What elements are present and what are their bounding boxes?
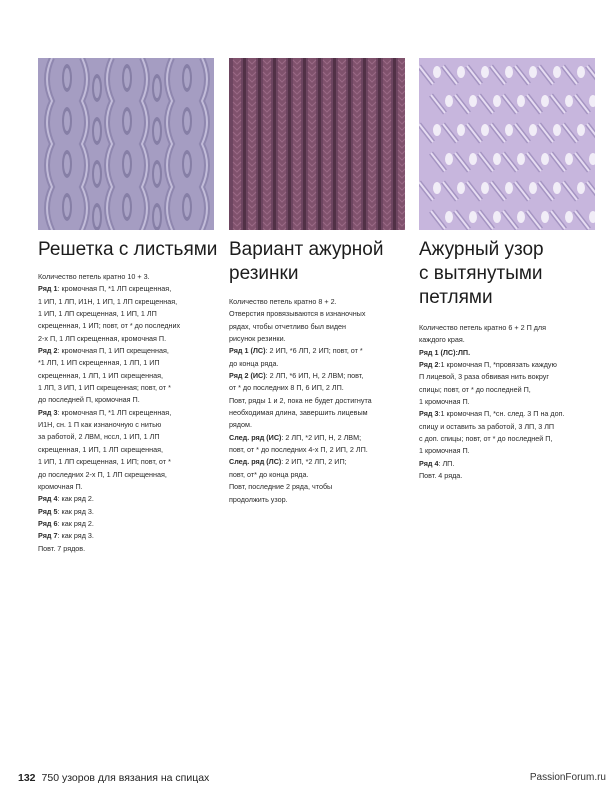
swatch-photo-leaf-lattice [38,58,214,230]
instruction-line: Количество петель кратно 6 + 2 П для [419,323,547,332]
pattern-column-2 [229,238,409,506]
instruction-line: Ряд 4: ЛП. [419,458,455,468]
instruction-line: Ряд 2:1 кромочная П, *провязать каждую [419,360,557,370]
instruction-line: 1 ЛП, 3 ИП, 1 ИП скрещенная; повт, от * [38,383,171,393]
instruction-line: П лицевой, 3 раза обвивая нить вокруг [419,372,549,382]
instruction-line: Ряд 4: как ряд 2. [38,494,94,504]
page-footer [18,772,209,784]
instruction-line: необходимая длина, завершить лицевым [229,408,368,418]
instruction-line: Повт, ряды 1 и 2, пока не будет достигнута [229,395,372,405]
instruction-line: Ряд 1 (ЛС):ЛП. [419,347,471,357]
instruction-line: скрещенная, 1 ИП, 1 ЛП скрещенная, [38,444,163,454]
instruction-line: 1 кромочная П. [419,446,470,456]
instruction-line: скрещенная, 1 ИП; повт, от * до последних [38,321,181,331]
instruction-line: Ряд 3: кромочная П, *1 ЛП скрещенная, [38,407,172,417]
instruction-line: с доп. спицы; повт, от * до последней П, [419,434,553,444]
instruction-line: кромочная П. [38,481,83,491]
pattern-column-1 [38,238,218,555]
instruction-line: повт, от * до последних 4-х П, 2 ИП, 2 ЛП. [229,445,368,455]
instruction-line: Ряд 1 (ЛС): 2 ИП, *6 ЛП, 2 ИП; повт, от * [229,346,363,356]
instruction-line: 1 кромочная П. [419,397,470,407]
instruction-line: След. ряд (ЛС): 2 ИП, *2 ЛП, 2 ИП; [229,457,347,467]
book-title: 750 узоров для вязания на спицах [41,772,210,784]
pattern-title: Ажурный узор с вытянутыми петлями [419,239,544,308]
instruction-line: рисунок резинки. [229,334,286,344]
instruction-line: Повт. 4 ряда. [419,471,463,481]
pattern-title: Решетка с листьями [38,239,218,260]
instruction-line: Ряд 2: кромочная П, 1 ИП скрещенная, [38,346,169,356]
swatch-photo-lace-rib [229,58,405,230]
swatch-photo-elongated-loops [419,58,595,230]
instruction-line: скрещенная, 1 ЛП, 1 ИП скрещенная, [38,370,163,380]
instruction-line: Количество петель кратно 8 + 2. [229,297,337,306]
instruction-line: 1 ИП, 1 ЛП скрещенная, 1 ИП; повт, от * [38,457,171,467]
instruction-line: спицу и оставить за работой, 3 ЛП, 3 ЛП [419,421,555,431]
pattern-title: Вариант ажурной резинки [229,239,384,284]
instruction-line: Повт. 7 рядов. [38,543,86,553]
instruction-line: След. ряд (ИС): 2 ЛП, *2 ИП, Н, 2 ЛВМ; [229,432,362,442]
instruction-line: Повт, последние 2 ряда, чтобы [229,482,333,492]
instruction-line: *1 ЛП, 1 ИП скрещенная, 1 ЛП, 1 ИП [38,358,160,368]
instruction-line: И1Н, сн. 1 П как изнаночную с нитью [38,420,162,430]
pattern-instructions [229,296,409,506]
instruction-line: каждого края. [419,335,465,345]
page-number: 132 [18,772,36,784]
instruction-line: 1 ИП, 1 ЛП, И1Н, 1 ИП, 1 ЛП скрещенная, [38,296,178,306]
instruction-line: до конца ряда. [229,358,279,368]
instruction-line: Отверстия провязываются в изнаночных [229,309,366,319]
instruction-line: продолжить узор. [229,494,288,504]
watermark: PassionForum.ru [529,772,606,783]
instruction-line: 2-х П, 1 ЛП скрещенная, кромочная П. [38,333,167,343]
instruction-line: 1 ИП, 1 ЛП скрещенная, 1 ИП, 1 ЛП [38,309,157,319]
instruction-line: спицы; повт, от * до последней П, [419,384,531,394]
pattern-instructions [38,271,218,555]
instruction-line: Ряд 7: как ряд 3. [38,531,94,541]
elongated-loops-texture [419,58,595,230]
instruction-line: рядах, чтобы отчетливо был виден [229,321,346,331]
instruction-line: Ряд 1: кромочная П, *1 ЛП скрещенная, [38,284,172,294]
instruction-line: Ряд 2 (ИС): 2 ЛП, *6 ИП, Н, 2 ЛВМ; повт, [229,371,364,381]
instruction-line: рядом. [229,420,252,430]
pattern-column-3 [419,238,599,482]
instruction-line: повт, от* до конца ряда. [229,469,309,479]
instruction-line: за работой, 2 ЛВМ, нссл, 1 ИП, 1 ЛП [38,432,160,442]
leaf-lattice-texture [38,58,214,230]
instruction-line: Ряд 3:1 кромочная П, *сн. след. 3 П на доп. [419,409,565,419]
pattern-instructions [419,322,599,482]
instruction-line: Ряд 6: как ряд 2. [38,518,94,528]
lace-rib-texture [229,58,405,230]
instruction-line: Ряд 5: как ряд 3. [38,506,94,516]
instruction-line: до последней П, кромочная П. [38,395,140,405]
instruction-line: Количество петель кратно 10 + 3. [38,272,150,281]
instruction-line: от * до последних 8 П, 6 ИП, 2 ЛП. [229,383,344,393]
instruction-line: до последних 2-х П, 1 ЛП скрещенная, [38,469,167,479]
